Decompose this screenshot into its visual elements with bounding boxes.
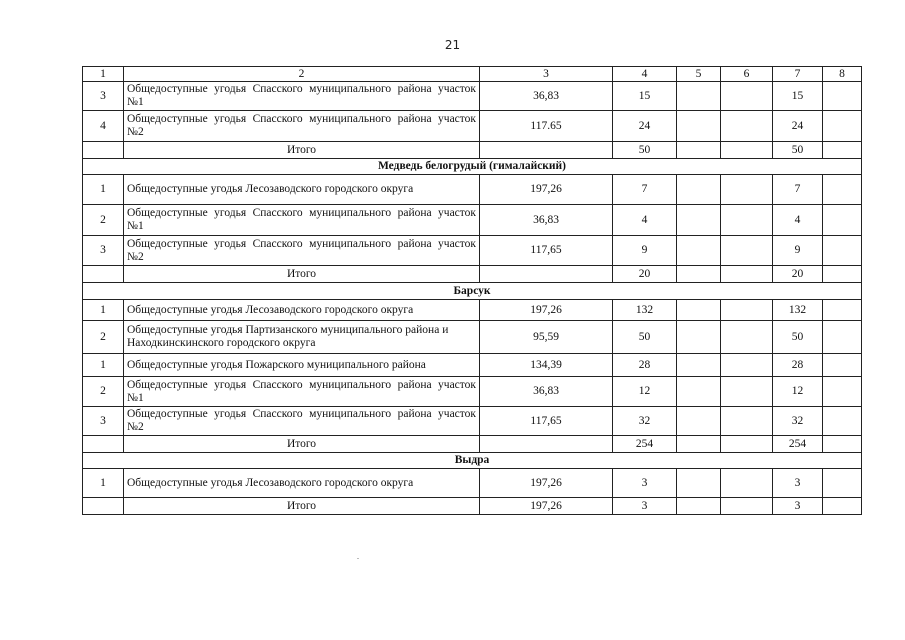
total-area	[480, 436, 613, 453]
col5-value	[677, 469, 721, 498]
col8-value	[823, 175, 862, 205]
total-quota: 3	[613, 498, 677, 515]
table-row	[83, 354, 862, 377]
total-label: Итого	[124, 266, 480, 283]
row-number: 2	[83, 377, 124, 407]
total-quota-value: 32	[773, 407, 823, 436]
hunting-ground-name: Общедоступные угодья Лесозаводского городского округа	[124, 175, 480, 205]
total-row	[83, 266, 862, 283]
row-number: 1	[83, 300, 124, 321]
total-quota-value: 9	[773, 236, 823, 266]
section-header-row	[83, 283, 862, 300]
hunting-ground-name: Общедоступные угодья Пожарского муниципального района	[124, 354, 480, 377]
area-value: 36,83	[480, 377, 613, 407]
total-row	[83, 498, 862, 515]
row-number: 3	[83, 407, 124, 436]
total-quota-value: 12	[773, 377, 823, 407]
total-quota-sum: 3	[773, 498, 823, 515]
col5-value	[677, 205, 721, 236]
table-row	[83, 321, 862, 354]
col8-value	[823, 469, 862, 498]
section-header-row	[83, 159, 862, 175]
col5-value	[677, 300, 721, 321]
col5-value	[677, 82, 721, 111]
total-area: 197,26	[480, 498, 613, 515]
empty-cell	[823, 142, 862, 159]
hunting-ground-name: Общедоступные угодья Спасского муниципального района участок №1	[124, 82, 480, 111]
empty-cell	[677, 436, 721, 453]
header-cell: 5	[677, 67, 721, 82]
row-number: 2	[83, 205, 124, 236]
col6-value	[721, 175, 773, 205]
quota-value: 15	[613, 82, 677, 111]
col8-value	[823, 82, 862, 111]
quota-value: 3	[613, 469, 677, 498]
area-value: 95,59	[480, 321, 613, 354]
col5-value	[677, 377, 721, 407]
area-value: 134,39	[480, 354, 613, 377]
table-row	[83, 236, 862, 266]
total-quota-value: 28	[773, 354, 823, 377]
hunting-ground-name: Общедоступные угодья Спасского муниципального района участок №1	[124, 205, 480, 236]
total-quota-value: 7	[773, 175, 823, 205]
total-quota-value: 4	[773, 205, 823, 236]
empty-cell	[677, 498, 721, 515]
header-cell: 4	[613, 67, 677, 82]
col6-value	[721, 321, 773, 354]
empty-cell	[677, 266, 721, 283]
quota-value: 12	[613, 377, 677, 407]
section-title: Барсук	[83, 283, 862, 300]
total-quota-sum: 20	[773, 266, 823, 283]
row-number: 1	[83, 354, 124, 377]
table-row	[83, 407, 862, 436]
section-title: Медведь белогрудый (гималайский)	[83, 159, 862, 175]
col8-value	[823, 236, 862, 266]
empty-cell	[83, 436, 124, 453]
row-number: 1	[83, 175, 124, 205]
total-label: Итого	[124, 436, 480, 453]
header-cell: 6	[721, 67, 773, 82]
col8-value	[823, 377, 862, 407]
header-cell: 3	[480, 67, 613, 82]
col6-value	[721, 300, 773, 321]
col6-value	[721, 377, 773, 407]
area-value: 117.65	[480, 111, 613, 142]
quota-value: 132	[613, 300, 677, 321]
empty-cell	[823, 498, 862, 515]
empty-cell	[721, 436, 773, 453]
total-quota-value: 24	[773, 111, 823, 142]
col6-value	[721, 354, 773, 377]
total-quota-value: 50	[773, 321, 823, 354]
quota-value: 24	[613, 111, 677, 142]
hunting-ground-name: Общедоступные угодья Спасского муниципального района участок №2	[124, 407, 480, 436]
table-row	[83, 469, 862, 498]
area-value: 197,26	[480, 469, 613, 498]
header-cell: 8	[823, 67, 862, 82]
total-row	[83, 436, 862, 453]
table-row	[83, 82, 862, 111]
empty-cell	[721, 266, 773, 283]
total-label: Итого	[124, 498, 480, 515]
empty-cell	[83, 498, 124, 515]
total-area	[480, 142, 613, 159]
col5-value	[677, 236, 721, 266]
col8-value	[823, 111, 862, 142]
empty-cell	[721, 142, 773, 159]
col5-value	[677, 407, 721, 436]
header-cell: 2	[124, 67, 480, 82]
table-row	[83, 205, 862, 236]
quota-value: 28	[613, 354, 677, 377]
table-row	[83, 300, 862, 321]
area-value: 117,65	[480, 407, 613, 436]
empty-cell	[677, 142, 721, 159]
col6-value	[721, 111, 773, 142]
hunting-ground-name: Общедоступные угодья Спасского муниципального района участок №2	[124, 236, 480, 266]
col6-value	[721, 82, 773, 111]
total-quota-value: 15	[773, 82, 823, 111]
area-value: 36,83	[480, 82, 613, 111]
total-quota: 20	[613, 266, 677, 283]
hunting-ground-name: Общедоступные угодья Партизанского муниципального района и Находкинскинского городского округа	[124, 321, 480, 354]
row-number: 3	[83, 236, 124, 266]
section-header-row	[83, 453, 862, 469]
header-cell: 1	[83, 67, 124, 82]
empty-cell	[83, 266, 124, 283]
row-number: 2	[83, 321, 124, 354]
area-value: 117,65	[480, 236, 613, 266]
quota-value: 9	[613, 236, 677, 266]
total-row	[83, 142, 862, 159]
col8-value	[823, 300, 862, 321]
total-label: Итого	[124, 142, 480, 159]
empty-cell	[721, 498, 773, 515]
area-value: 36,83	[480, 205, 613, 236]
row-number: 1	[83, 469, 124, 498]
hunting-ground-name: Общедоступные угодья Спасского муниципального района участок №1	[124, 377, 480, 407]
table-row	[83, 175, 862, 205]
col8-value	[823, 205, 862, 236]
quota-table	[82, 66, 862, 515]
header-cell: 7	[773, 67, 823, 82]
hunting-ground-name: Общедоступные угодья Лесозаводского городского округа	[124, 300, 480, 321]
col5-value	[677, 175, 721, 205]
page-number: 21	[444, 38, 461, 52]
empty-cell	[83, 142, 124, 159]
col6-value	[721, 236, 773, 266]
area-value: 197,26	[480, 300, 613, 321]
empty-cell	[823, 436, 862, 453]
header-row	[83, 67, 862, 82]
area-value: 197,26	[480, 175, 613, 205]
col8-value	[823, 321, 862, 354]
col6-value	[721, 469, 773, 498]
total-quota-value: 3	[773, 469, 823, 498]
quota-value: 50	[613, 321, 677, 354]
row-number: 4	[83, 111, 124, 142]
total-quota-value: 132	[773, 300, 823, 321]
col8-value	[823, 407, 862, 436]
row-number: 3	[83, 82, 124, 111]
section-title: Выдра	[83, 453, 862, 469]
col5-value	[677, 111, 721, 142]
empty-cell	[823, 266, 862, 283]
quota-value: 7	[613, 175, 677, 205]
total-area	[480, 266, 613, 283]
quota-value: 4	[613, 205, 677, 236]
total-quota-sum: 254	[773, 436, 823, 453]
quota-value: 32	[613, 407, 677, 436]
table-row	[83, 377, 862, 407]
scan-speck	[357, 558, 359, 559]
table-row	[83, 111, 862, 142]
hunting-ground-name: Общедоступные угодья Лесозаводского городского округа	[124, 469, 480, 498]
total-quota: 50	[613, 142, 677, 159]
col8-value	[823, 354, 862, 377]
col6-value	[721, 205, 773, 236]
hunting-ground-name: Общедоступные угодья Спасского муниципального района участок №2	[124, 111, 480, 142]
col5-value	[677, 321, 721, 354]
col6-value	[721, 407, 773, 436]
col5-value	[677, 354, 721, 377]
total-quota: 254	[613, 436, 677, 453]
total-quota-sum: 50	[773, 142, 823, 159]
